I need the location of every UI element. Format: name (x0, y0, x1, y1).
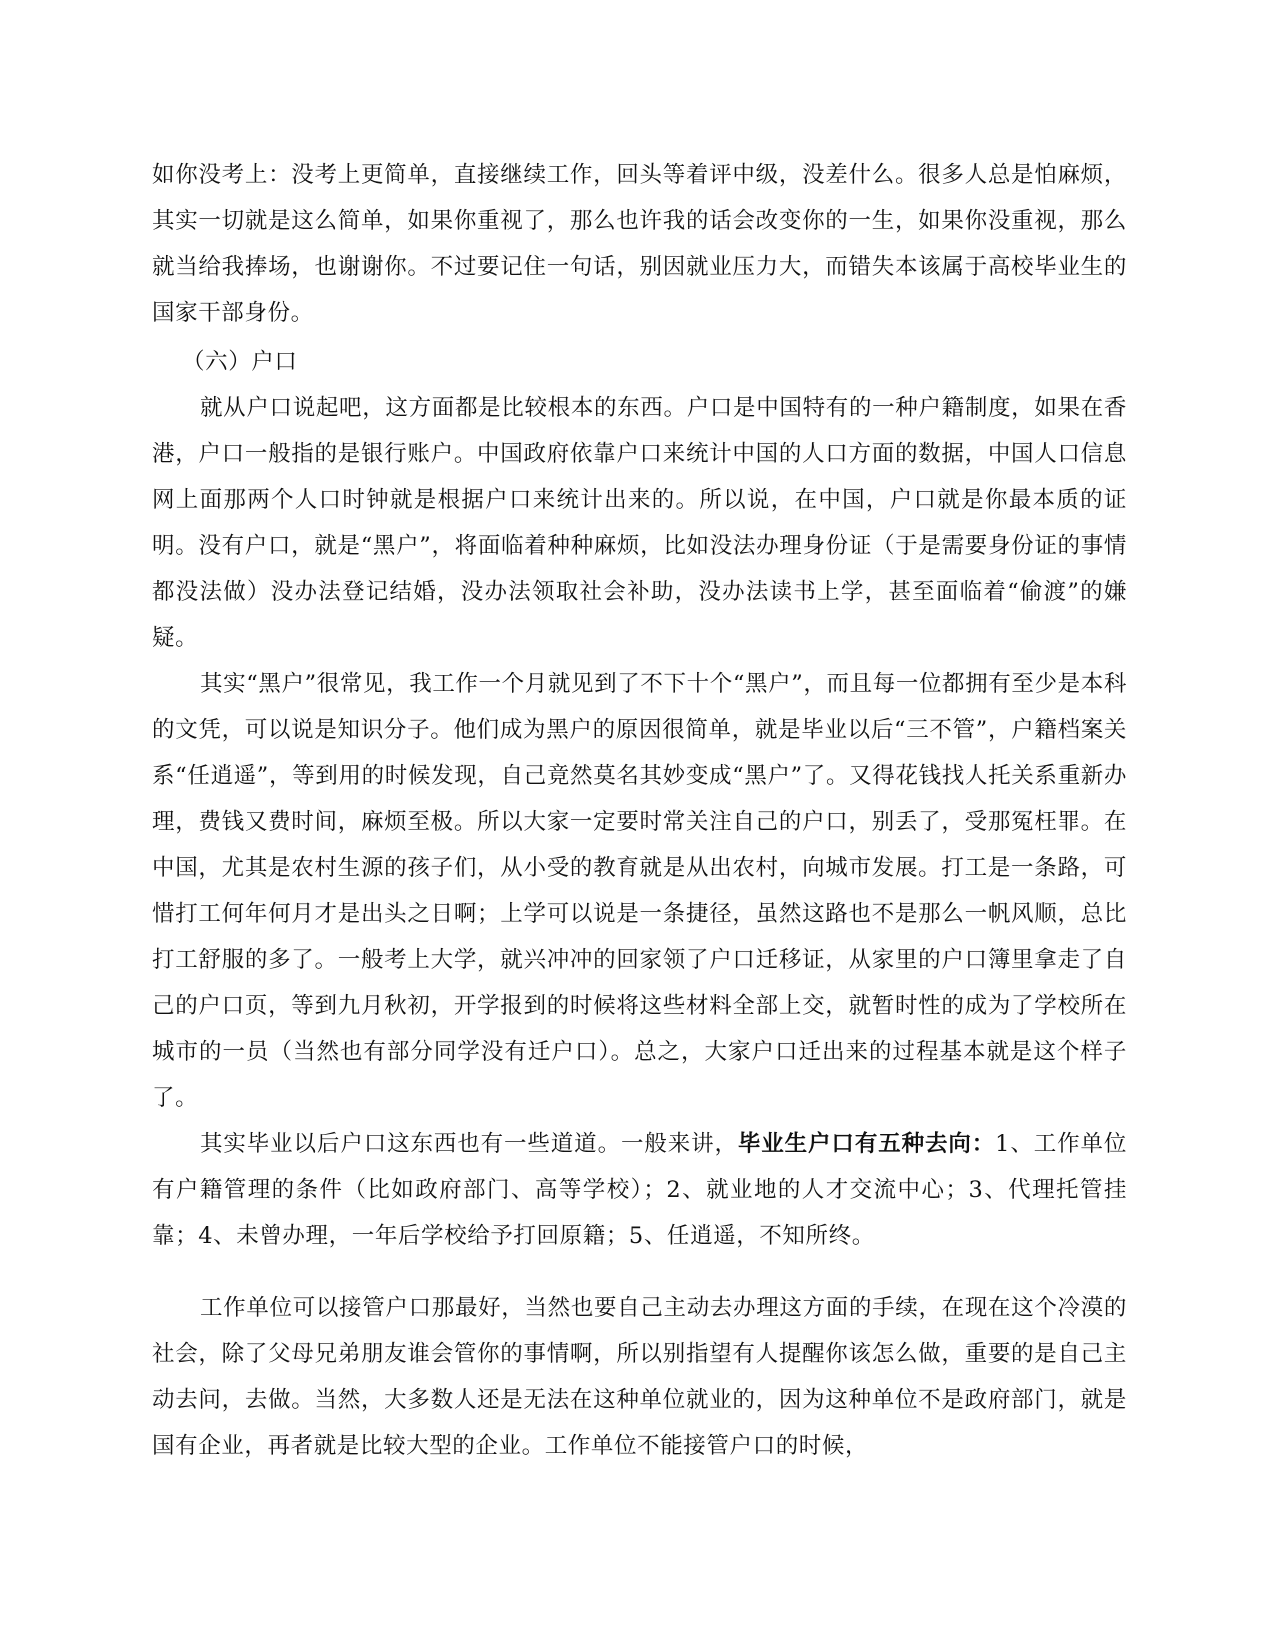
paragraph-hukou-intro: 就从户口说起吧，这方面都是比较根本的东西。户口是中国特有的一种户籍制度，如果在香港，户口一般指的是银行账户。中国政府依靠户口来统计中国的人口方面的数据，中国人口信息网上面那两个人口时钟就是根据户口来统计出来的。所以说，在中国，户口就是你最本质的证明。没有户口，就是“黑户”，将面临着种种麻烦，比如没法办理身份证（于是需要身份证的事情都没法做）没办法登记结婚，没办法领取社会补助，没办法读书上学，甚至面临着“偷渡”的嫌疑。 (152, 395, 1127, 651)
paragraph-black-hukou: 其实“黑户”很常见，我工作一个月就见到了不下十个“黑户”，而且每一位都拥有至少是本科的文凭，可以说是知识分子。他们成为黑户的原因很简单，就是毕业以后“三不管”，户籍档案关系“任逍遥”，等到用的时候发现，自己竟然莫名其妙变成“黑户”了。又得花钱找人托关系重新办理，费钱又费时间，麻烦至极。所以大家一定要时常关注自己的户口，别丢了，受那冤枉罪。在中国，尤其是农村生源的孩子们，从小受的教育就是从出农村，向城市发展。打工是一条路，可惜打工何年何月才是出头之日啊；上学可以说是一条捷径，虽然这路也不是那么一帆风顺，总比打工舒服的多了。一般考上大学，就兴冲冲的回家领了户口迁移证，从家里的户口簿里拿走了自己的户口页，等到九月秋初，开学报到的时候将这些材料全部上交，就暂时性的成为了学校所在城市的一员（当然也有部分同学没有迁户口）。总之，大家户口迁出来的过程基本就是这个样子了。 (152, 671, 1127, 1111)
bold-emphasis: 毕业生户口有五种去向： (737, 1131, 996, 1157)
paragraph-five-destinations-list: 1、工作单位有户籍管理的条件（比如政府部门、高等学校）；2、就业地的人才交流中心；3、代理托管挂靠；4、未曾办理，一年后学校给予打回原籍；5、任逍遥，不知所终。 (152, 1131, 1127, 1249)
paragraph-five-destinations (152, 1121, 1127, 1259)
section-heading: （六）户口 (182, 349, 298, 375)
document-page (152, 152, 1127, 1469)
paragraph-continuation: 如你没考上：没考上更简单，直接继续工作，回头等着评中级，没差什么。很多人总是怕麻烦，其实一切就是这么简单，如果你重视了，那么也许我的话会改变你的一生，如果你没重视，那么就当给我捧场，也谢谢你。不过要记住一句话，别因就业压力大，而错失本该属于高校毕业生的国家干部身份。 (152, 162, 1127, 326)
paragraph-five-destinations-intro: 其实毕业以后户口这东西也有一些道道。一般来讲， (200, 1131, 738, 1157)
paragraph-work-unit: 工作单位可以接管户口那最好，当然也要自己主动去办理这方面的手续，在现在这个冷漠的社会，除了父母兄弟朋友谁会管你的事情啊，所以别指望有人提醒你该怎么做，重要的是自己主动去问，去做。当然，大多数人还是无法在这种单位就业的，因为这种单位不是政府部门，就是国有企业，再者就是比较大型的企业。工作单位不能接管户口的时候， (152, 1295, 1127, 1459)
